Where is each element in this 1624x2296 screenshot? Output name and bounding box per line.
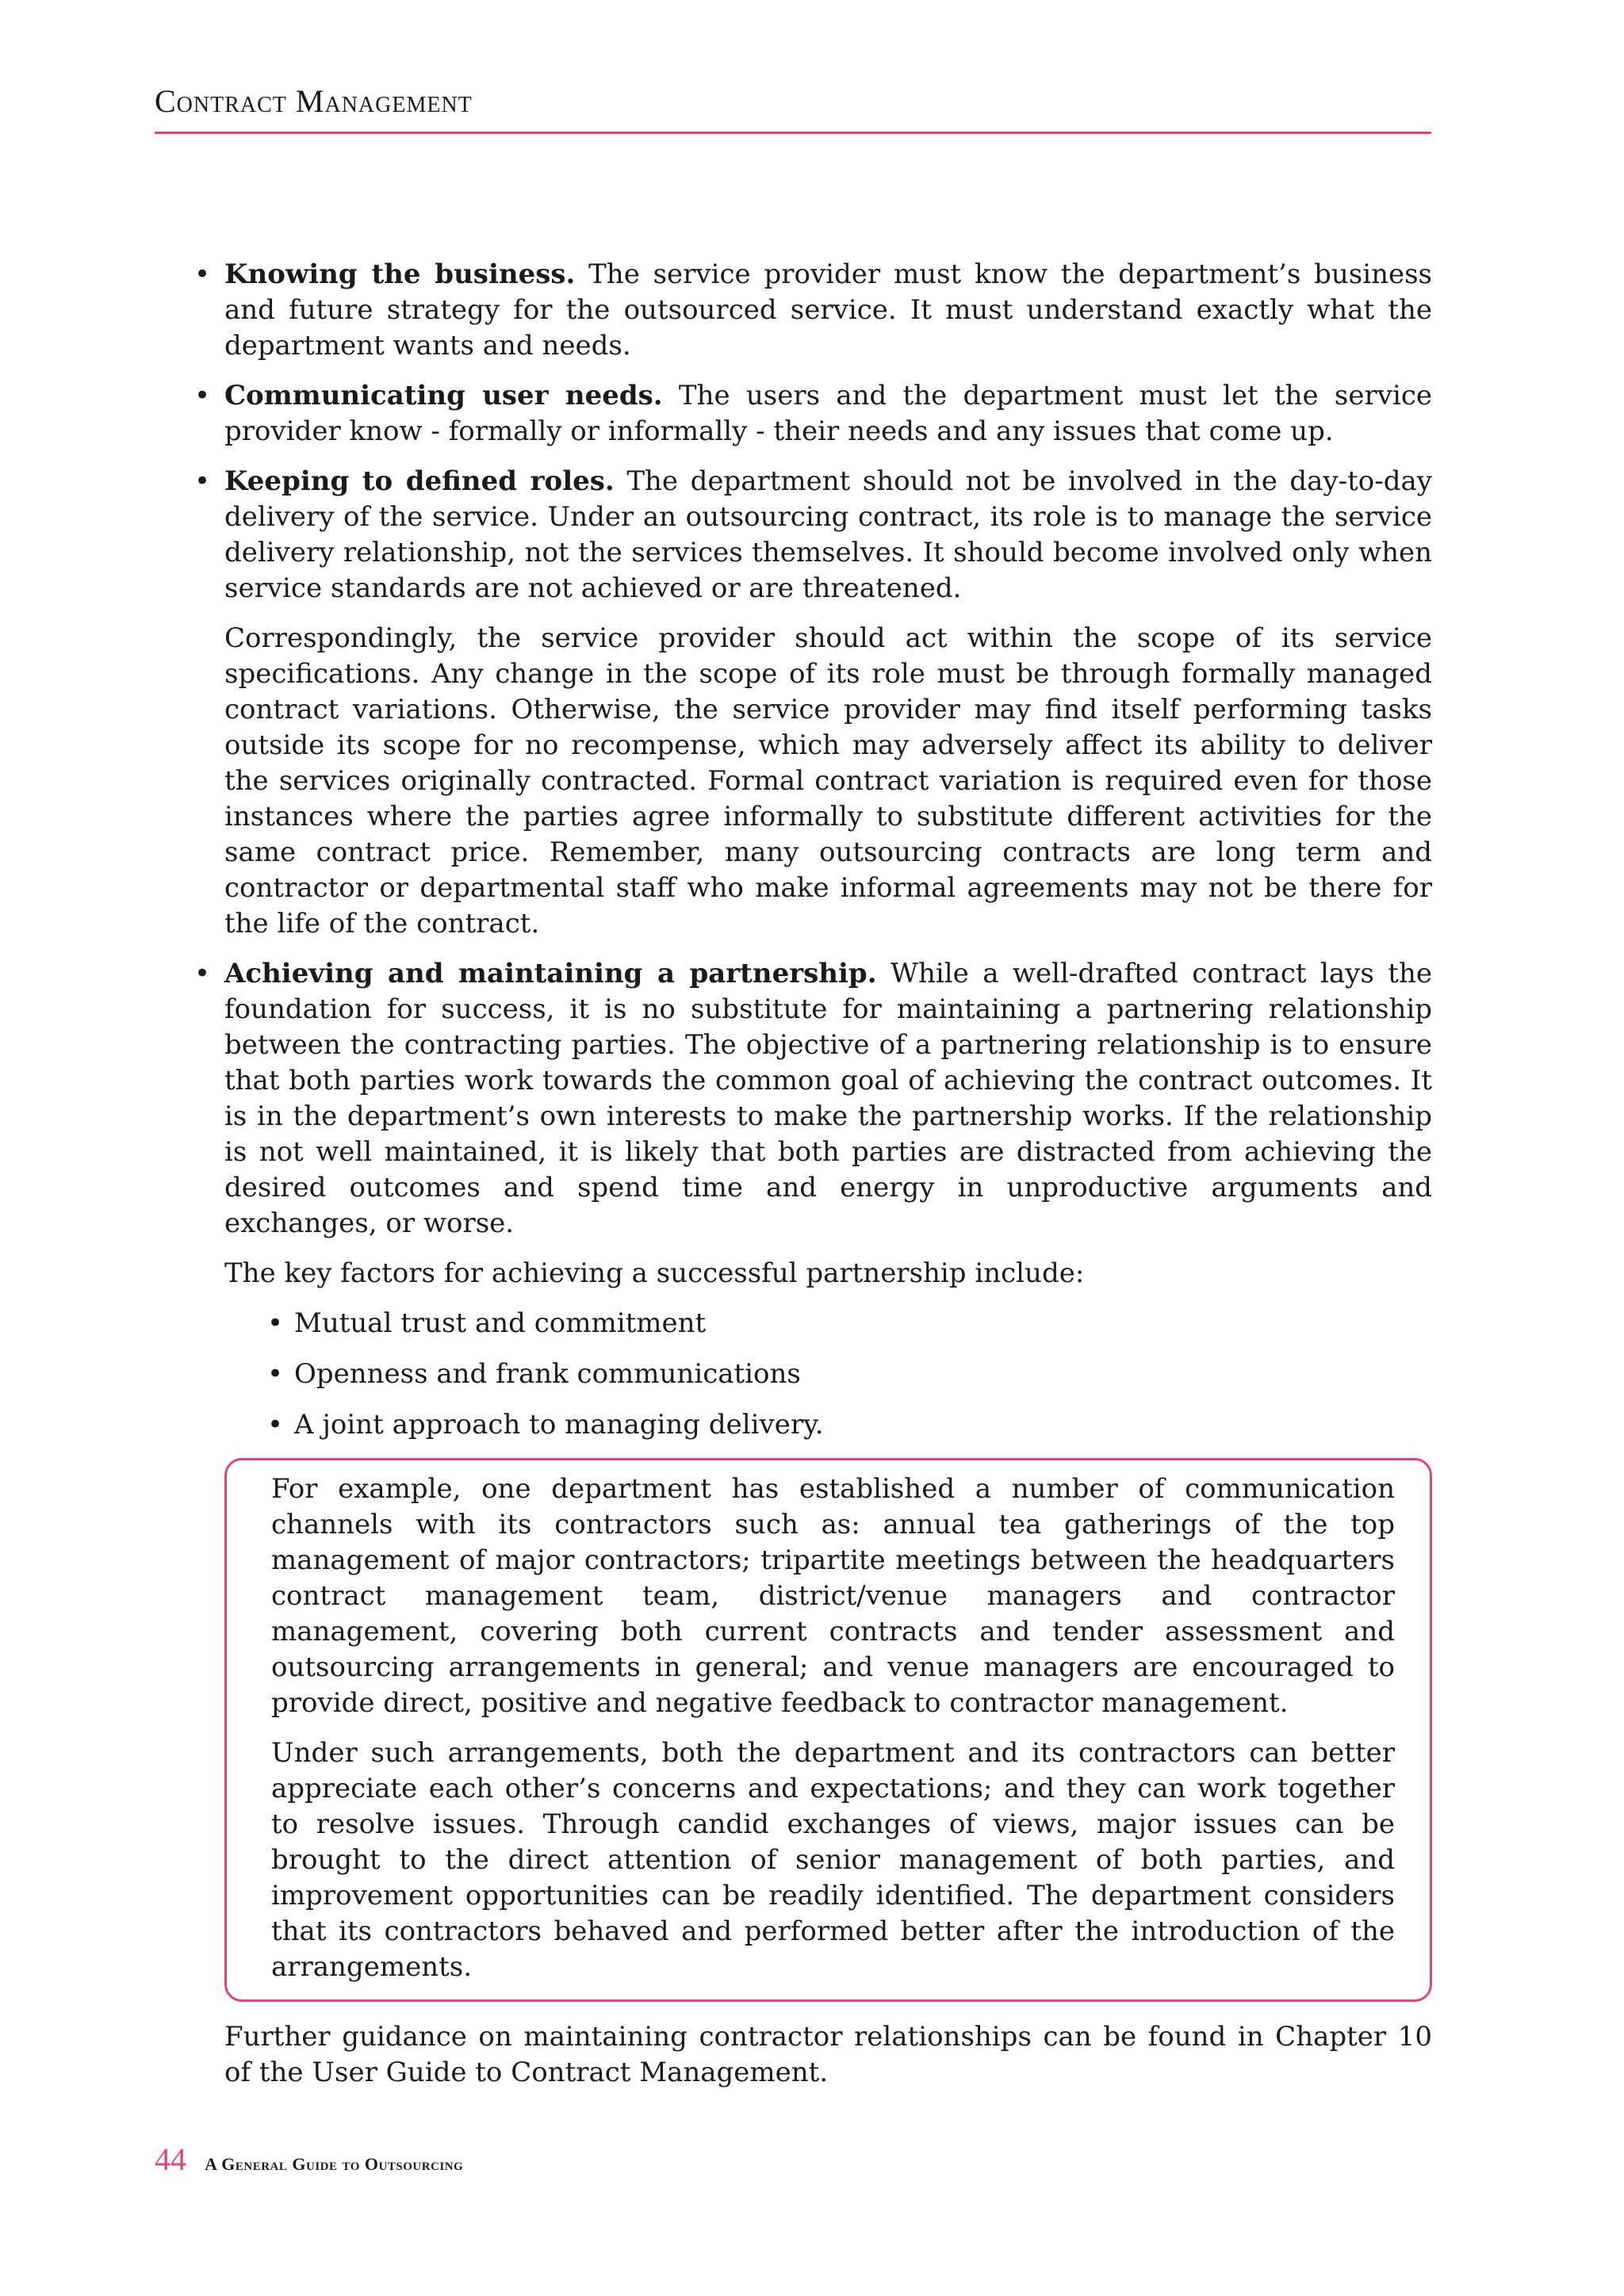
- key-factors-list: [224, 1306, 1432, 1443]
- example-paragraph-1: For example, one department has established a number of communication channels with its contractors such as: annual tea gatherings of the top management of major contractors; tripartite meetings between the headquarters contract management team, district/venue managers and contractor management, covering both current contracts and tender assessment and outsourcing arrangements in general; and venue managers are encouraged to provide direct, positive and negative feedback to contractor management.: [271, 1473, 1395, 1719]
- bullet-text: The service provider must know the department’s business and future strategy for the outsourced service. It must understand exactly what the department wants and needs.: [224, 258, 1432, 362]
- bullet-dot-icon: •: [194, 380, 211, 411]
- key-factor-text: Mutual trust and commitment: [294, 1307, 707, 1339]
- key-factor-text: A joint approach to managing delivery.: [294, 1409, 824, 1441]
- key-factors-intro: The key factors for achieving a successful partnership include:: [224, 1257, 1085, 1289]
- bullet-defined-roles: [194, 464, 1432, 607]
- main-content: [194, 257, 1432, 2105]
- bullet-lead: Keeping to defined roles.: [224, 465, 615, 497]
- bullet-text: The users and the department must let the service provider know - formally or informally - their needs and any issues that come up.: [224, 380, 1432, 447]
- running-header-title: Contract Management: [155, 83, 473, 119]
- list-item: [267, 1407, 1432, 1443]
- key-factor-text: Openness and frank communications: [294, 1358, 801, 1390]
- bullet-lead: Knowing the business.: [224, 258, 576, 290]
- bullet-lead: Communicating user needs.: [224, 380, 663, 411]
- example-paragraph-2: Under such arrangements, both the department and its contractors can better appreciate each other’s concerns and expectations; and they can work together to resolve issues. Through candid exchanges of views, major issues can be brought to the direct attention of senior management of both parties, and improvement opportunities can be readily identified. The department considers that its contractors behaved and performed better after the introduction of the arrangements.: [271, 1737, 1395, 1983]
- bullet-dot-icon: •: [267, 1307, 284, 1339]
- bullet-dot-icon: •: [267, 1409, 284, 1441]
- list-item: [267, 1357, 1432, 1392]
- bullet-communicating-needs: [194, 378, 1432, 450]
- closing-paragraph: Further guidance on maintaining contractor relationships can be found in Chapter 10 of the User Guide to Contract Management.: [224, 2021, 1432, 2088]
- page-footer: [155, 2141, 463, 2180]
- footer-title: A General Guide to Outsourcing: [205, 2154, 464, 2174]
- bullet-dot-icon: •: [194, 465, 211, 497]
- bullet-dot-icon: •: [267, 1358, 284, 1390]
- bullet-text: The department should not be involved in the day-to-day delivery of the service. Under an outsourcing contract, its role is to manage the service delivery relationship, not the services themselves. It should become involved only when service standards are not achieved or are threatened.: [224, 465, 1432, 604]
- bullet-dot-icon: •: [194, 258, 211, 290]
- bullet-knowing-business: [194, 257, 1432, 364]
- bullet-text: While a well-drafted contract lays the foundation for success, it is no substitute for maintaining a partnering relationship between the contracting parties. The objective of a partnering relationship is to ensure that both parties work towards the common goal of achieving the contract outcomes. It is in the department’s own interests to make the partnership works. If the relationship is not well maintained, it is likely that both parties are distracted from achieving the desired outcomes and spend time and energy in unproductive arguments and exchanges, or worse.: [224, 958, 1432, 1239]
- bullet-dot-icon: •: [194, 958, 211, 989]
- page-header: [155, 79, 1431, 134]
- example-callout-box: [224, 1458, 1432, 2002]
- page-number: 44: [155, 2141, 186, 2177]
- bullet-lead: Achieving and maintaining a partnership.: [224, 958, 877, 989]
- roles-paragraph: Correspondingly, the service provider should act within the scope of its service specifications. Any change in the scope of its role must be through formally managed contract variations. Otherwise, the service provider may find itself performing tasks outside its scope for no recompense, which may adversely affect its ability to deliver the services originally contracted. Formal contract variation is required even for those instances where the parties agree informally to substitute different activities for the same contract price. Remember, many outsourcing contracts are long term and contractor or departmental staff who make informal agreements may not be there for the life of the contract.: [224, 622, 1432, 939]
- list-item: [267, 1306, 1432, 1341]
- bullet-partnership: [194, 956, 1432, 1242]
